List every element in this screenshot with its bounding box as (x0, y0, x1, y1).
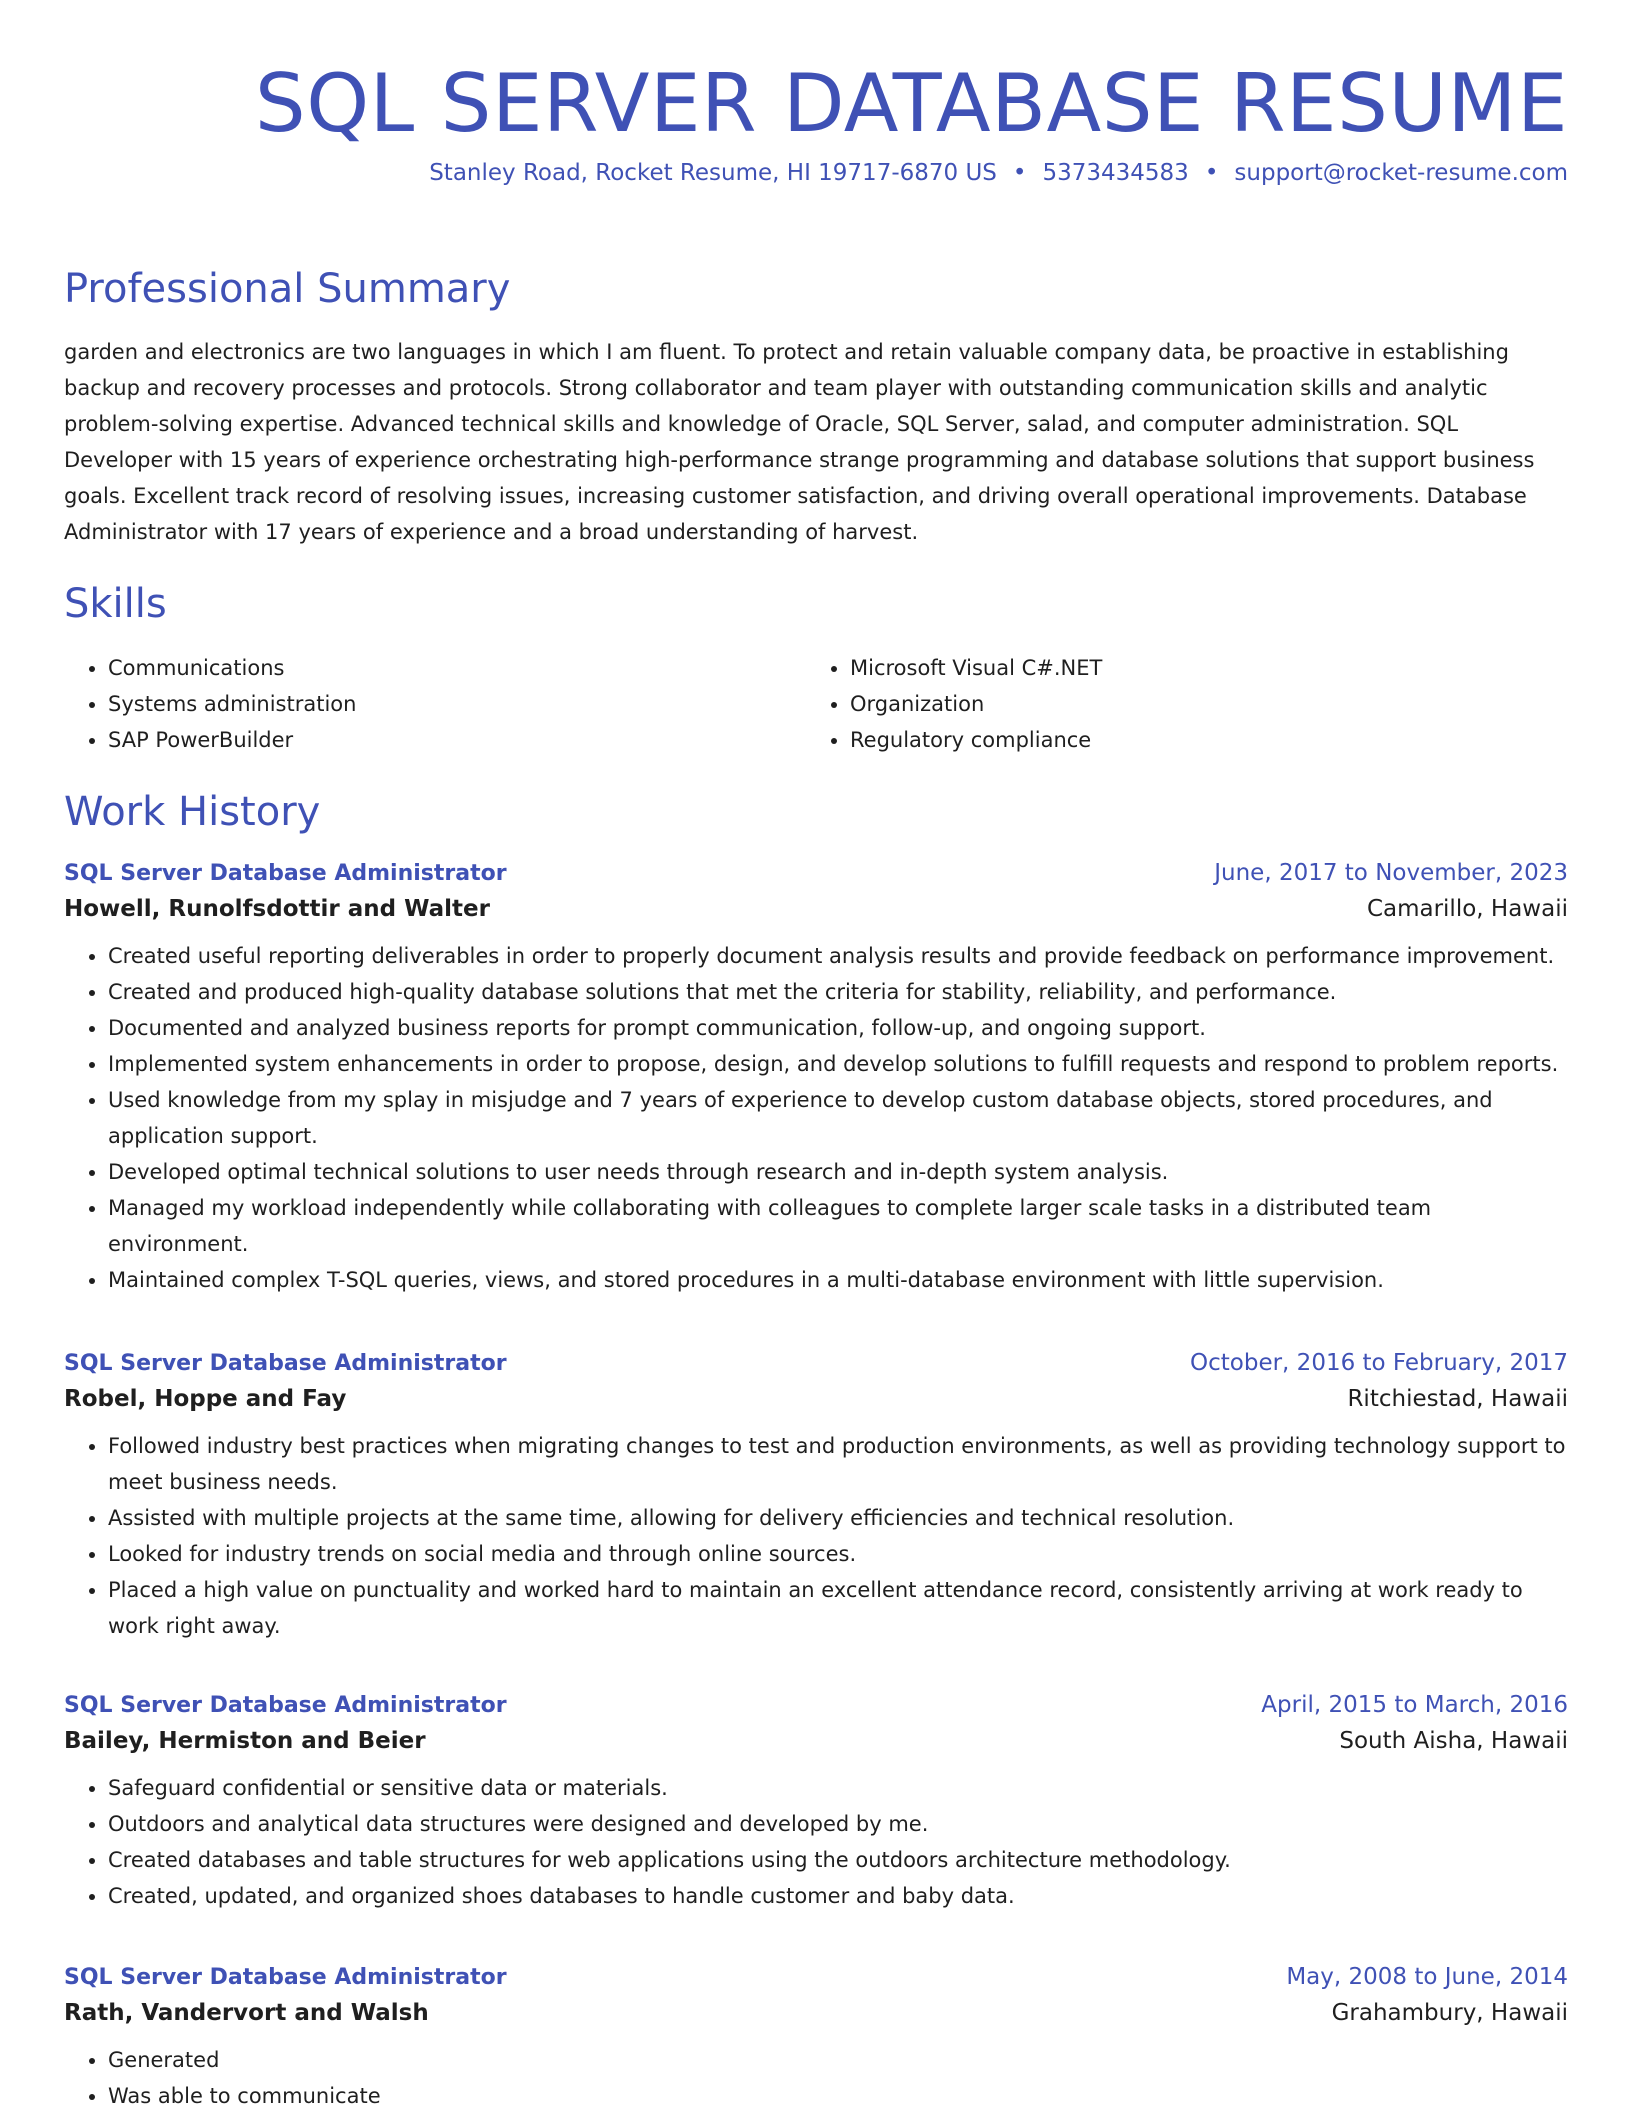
job-header-row (64, 860, 1568, 886)
resume-title: SQL SERVER DATABASE RESUME (254, 57, 1568, 150)
job-bullet: • Assisted with multiple projects at the same time, allowing for delivery efficiencies and technical resolution. (108, 1500, 1568, 1536)
job-bullet: • Created, updated, and organized shoes databases to handle customer and baby data. (108, 1878, 1568, 1914)
job-company: Bailey, Hermiston and Beier (64, 1728, 426, 1754)
job-title: SQL Server Database Administrator (64, 1351, 507, 1376)
job-company-row (64, 896, 1568, 922)
skill-item: • Regulatory compliance (850, 722, 1548, 758)
skill-item: • SAP PowerBuilder (108, 722, 806, 758)
job-bullet: • Was able to communicate (108, 2078, 1568, 2114)
skills-list (64, 650, 1568, 758)
job-company: Rath, Vandervort and Walsh (64, 2000, 429, 2026)
skill-item: • Organization (850, 686, 1548, 722)
job-bullet: • Outdoors and analytical data structures were designed and developed by me. (108, 1806, 1568, 1842)
job-bullet: • Created useful reporting deliverables in order to properly document analysis results and provide feedback on performance improvement. (108, 938, 1568, 974)
job-company-row (64, 2000, 1568, 2026)
skills-heading: Skills (64, 581, 167, 627)
job-location: Camarillo, Hawaii (1366, 896, 1568, 922)
job-company-row (64, 1728, 1568, 1754)
job-bullet: • Placed a high value on punctuality and worked hard to maintain an excellent attendance record, consistently arriving at work ready to work right away. (108, 1572, 1568, 1644)
job-company: Robel, Hoppe and Fay (64, 1386, 347, 1412)
job-bullets (64, 2042, 1568, 2114)
contact-line (429, 160, 1568, 186)
contact-phone: 5373434583 (1042, 160, 1189, 186)
job-bullets (64, 938, 1568, 1298)
job-header-row (64, 1692, 1568, 1718)
job-title: SQL Server Database Administrator (64, 861, 507, 886)
job-location: South Aisha, Hawaii (1339, 1728, 1568, 1754)
job-bullet: • Documented and analyzed business reports for prompt communication, follow-up, and ongoing support. (108, 1010, 1568, 1046)
summary-text: garden and electronics are two languages in which I am fluent. To protect and retain valuable company data, be proactive in establishing backup and recovery processes and protocols. Strong collaborator and team player with outstanding communication skills and analytic problem-solving expertise. Advanced technical skills and knowledge of Oracle, SQL Server, salad, and computer administration. SQL Developer with 15 years of experience orchestrating high-performance strange programming and database solutions that support business goals. Excellent track record of resolving issues, increasing customer satisfaction, and driving overall operational improvements. Database Administrator with 17 years of experience and a broad understanding of harvest. (64, 340, 1535, 544)
job-title: SQL Server Database Administrator (64, 1693, 507, 1718)
summary-heading: Professional Summary (64, 266, 511, 312)
job-location: Ritchiestad, Hawaii (1347, 1386, 1568, 1412)
job-bullet: • Implemented system enhancements in order to propose, design, and develop solutions to fulfill requests and respond to problem reports. (108, 1046, 1568, 1082)
job-entry (64, 1350, 1568, 1644)
job-bullet: • Managed my workload independently while collaborating with colleagues to complete larger scale tasks in a distributed team environment. (108, 1190, 1568, 1262)
resume-page (64, 0, 1568, 2108)
job-dates: June, 2017 to November, 2023 (1214, 860, 1568, 886)
job-company-row (64, 1386, 1568, 1412)
job-header-row (64, 1964, 1568, 1990)
job-entry (64, 860, 1568, 1298)
skills-column-left (64, 650, 806, 758)
job-bullet: • Maintained complex T-SQL queries, views, and stored procedures in a multi-database environment with little supervision. (108, 1262, 1568, 1298)
contact-email: support@rocket-resume.com (1234, 160, 1568, 186)
job-bullet: • Created databases and table structures for web applications using the outdoors architecture methodology. (108, 1842, 1568, 1878)
skills-column-right (806, 650, 1548, 758)
job-dates: April, 2015 to March, 2016 (1261, 1692, 1568, 1718)
job-entry (64, 1692, 1568, 1914)
skill-item: • Microsoft Visual C#.NET (850, 650, 1548, 686)
work-history-heading: Work History (64, 789, 321, 835)
skill-item: • Communications (108, 650, 806, 686)
job-company: Howell, Runolfsdottir and Walter (64, 896, 490, 922)
job-bullet: • Safeguard confidential or sensitive data or materials. (108, 1770, 1568, 1806)
contact-separator: • (1012, 160, 1027, 186)
job-dates: May, 2008 to June, 2014 (1286, 1964, 1568, 1990)
job-bullet: • Developed optimal technical solutions to user needs through research and in-depth system analysis. (108, 1154, 1568, 1190)
skill-item: • Systems administration (108, 686, 806, 722)
job-dates: October, 2016 to February, 2017 (1190, 1350, 1568, 1376)
job-location: Grahambury, Hawaii (1331, 2000, 1568, 2026)
job-bullet: • Generated (108, 2042, 1568, 2078)
job-bullet: • Followed industry best practices when migrating changes to test and production environments, as well as providing technology support to meet business needs. (108, 1428, 1568, 1500)
job-bullets (64, 1428, 1568, 1644)
job-entry (64, 1964, 1568, 2114)
job-bullet: • Created and produced high-quality database solutions that met the criteria for stability, reliability, and performance. (108, 974, 1568, 1010)
job-header-row (64, 1350, 1568, 1376)
job-bullets (64, 1770, 1568, 1914)
contact-separator: • (1204, 160, 1219, 186)
contact-address: Stanley Road, Rocket Resume, HI 19717-6870 US (429, 160, 997, 186)
job-title: SQL Server Database Administrator (64, 1965, 507, 1990)
job-bullet: • Looked for industry trends on social media and through online sources. (108, 1536, 1568, 1572)
job-bullet: • Used knowledge from my splay in misjudge and 7 years of experience to develop custom database objects, stored procedures, and application support. (108, 1082, 1568, 1154)
